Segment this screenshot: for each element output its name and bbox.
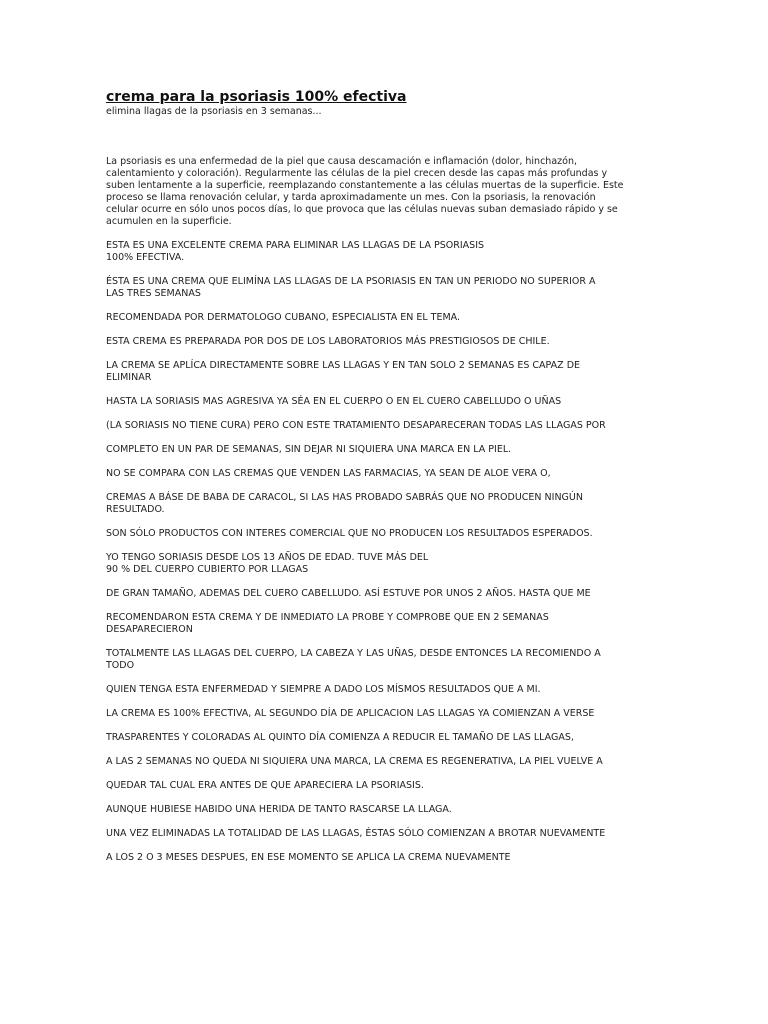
intro-line: La psoriasis es una enfermedad de la piel que causa descamación e inflamación (dolor, hinchazón,: [106, 156, 577, 167]
paragraph-line: ELIMINAR: [106, 372, 152, 383]
body-paragraph: [106, 420, 656, 432]
paragraph-line: YO TENGO SORIASIS DESDE LOS 13 AÑOS DE EDAD. TUVE MÁS DEL: [106, 552, 429, 563]
intro-line: celular ocurre en sólo unos pocos días, lo que provoca que las células nuevas suban demasiado rápido y se: [106, 204, 618, 215]
body-paragraph: [106, 492, 656, 516]
paragraph-line: TRASPARENTES Y COLORADAS AL QUINTO DÍA COMIENZA A REDUCIR EL TAMAÑO DE LAS LLAGAS,: [106, 732, 574, 743]
paragraph-line: TODO: [106, 660, 135, 671]
paragraph-line: ESTA ES UNA EXCELENTE CREMA PARA ELIMINAR LAS LLAGAS DE LA PSORIASIS: [106, 240, 485, 251]
document-subtitle: elimina llagas de la psoriasis en 3 semanas...: [106, 106, 322, 117]
body-paragraph: [106, 756, 656, 768]
body-paragraph: [106, 396, 656, 408]
paragraph-line: ÉSTA ES UNA CREMA QUE ELIMÍNA LAS LLAGAS DE LA PSORIASIS EN TAN UN PERIODO NO SUPERIOR A: [106, 276, 596, 287]
paragraph-line: ESTA CREMA ES PREPARADA POR DOS DE LOS LABORATORIOS MÁS PRESTIGIOSOS DE CHILE.: [106, 336, 550, 347]
body-paragraph: [106, 732, 656, 744]
paragraph-line: HASTA LA SORIASIS MAS AGRESIVA YA SÉA EN EL CUERPO O EN EL CUERO CABELLUDO O UÑAS: [106, 396, 562, 407]
body-paragraph: [106, 444, 656, 456]
body-paragraph: [106, 804, 656, 816]
paragraph-line: UNA VEZ ELIMINADAS LA TOTALIDAD DE LAS LLAGAS, ÉSTAS SÓLO COMIENZAN A BROTAR NUEVAMENTE: [106, 828, 606, 839]
paragraph-line: RESULTADO.: [106, 504, 165, 515]
paragraph-line: (LA SORIASIS NO TIENE CURA) PERO CON ESTE TRATAMIENTO DESAPARECERAN TODAS LAS LLAGAS POR: [106, 420, 606, 431]
body-paragraph: [106, 336, 656, 348]
intro-line: suben lentamente a la superficie, reemplazando constantemente a las células muertas de la superficie. Este: [106, 180, 624, 191]
intro-line: calentamiento y coloración). Regularmente las células de la piel crecen desde las capas más profundas y: [106, 168, 608, 179]
body-paragraph: [106, 828, 656, 840]
document-title: crema para la psoriasis 100% efectiva: [106, 89, 407, 105]
body-paragraph: [106, 588, 656, 600]
body-paragraphs: [106, 240, 656, 864]
body-paragraph: [106, 648, 656, 672]
paragraph-line: LAS TRES SEMANAS: [106, 288, 201, 299]
paragraph-line: QUEDAR TAL CUAL ERA ANTES DE QUE APARECIERA LA PSORIASIS.: [106, 780, 424, 791]
intro-line: proceso se llama renovación celular, y tarda aproximadamente un mes. Con la psoriasis, la renovación: [106, 192, 596, 203]
body-paragraph: [106, 552, 656, 576]
paragraph-line: RECOMENDADA POR DERMATOLOGO CUBANO, ESPECIALISTA EN EL TEMA.: [106, 312, 461, 323]
body-paragraph: [106, 612, 656, 636]
paragraph-line: TOTALMENTE LAS LLAGAS DEL CUERPO, LA CABEZA Y LAS UÑAS, DESDE ENTONCES LA RECOMIENDO A: [106, 648, 601, 659]
paragraph-line: CREMAS A BÁSE DE BABA DE CARACOL, SI LAS HAS PROBADO SABRÁS QUE NO PRODUCEN NINGÚN: [106, 492, 583, 503]
body-paragraph: [106, 528, 656, 540]
paragraph-line: COMPLETO EN UN PAR DE SEMANAS, SIN DEJAR NI SIQUIERA UNA MARCA EN LA PIEL.: [106, 444, 512, 455]
paragraph-line: LA CREMA SE APLÍCA DIRECTAMENTE SOBRE LAS LLAGAS Y EN TAN SOLO 2 SEMANAS ES CAPAZ DE: [106, 360, 581, 371]
body-paragraph: [106, 312, 656, 324]
body-paragraph: [106, 240, 656, 264]
paragraph-line: QUIEN TENGA ESTA ENFERMEDAD Y SIEMPRE A DADO LOS MÍSMOS RESULTADOS QUE A MI.: [106, 684, 541, 695]
body-paragraph: [106, 468, 656, 480]
document-page: [106, 89, 656, 864]
body-paragraph: [106, 708, 656, 720]
body-paragraph: [106, 684, 656, 696]
paragraph-line: DE GRAN TAMAÑO, ADEMAS DEL CUERO CABELLUDO. ASÍ ESTUVE POR UNOS 2 AÑOS. HASTA QUE ME: [106, 588, 591, 599]
paragraph-line: 100% EFECTIVA.: [106, 252, 185, 263]
paragraph-line: LA CREMA ES 100% EFECTIVA, AL SEGUNDO DÍA DE APLICACION LAS LLAGAS YA COMIENZAN A VERSE: [106, 708, 595, 719]
body-paragraph: [106, 852, 656, 864]
paragraph-line: 90 % DEL CUERPO CUBIERTO POR LLAGAS: [106, 564, 309, 575]
paragraph-line: RECOMENDARON ESTA CREMA Y DE INMEDIATO LA PROBE Y COMPROBE QUE EN 2 SEMANAS: [106, 612, 549, 623]
paragraph-line: A LOS 2 O 3 MESES DESPUES, EN ESE MOMENTO SE APLICA LA CREMA NUEVAMENTE: [106, 852, 511, 863]
body-paragraph: [106, 780, 656, 792]
body-paragraph: [106, 360, 656, 384]
paragraph-line: SON SÓLO PRODUCTOS CON INTERES COMERCIAL QUE NO PRODUCEN LOS RESULTADOS ESPERADOS.: [106, 528, 593, 539]
paragraph-line: A LAS 2 SEMANAS NO QUEDA NI SIQUIERA UNA MARCA, LA CREMA ES REGENERATIVA, LA PIEL VUELVE A: [106, 756, 603, 767]
paragraph-line: DESAPARECIERON: [106, 624, 193, 635]
paragraph-line: AUNQUE HUBIESE HABIDO UNA HERIDA DE TANTO RASCARSE LA LLAGA.: [106, 804, 452, 815]
body-paragraph: [106, 276, 656, 300]
intro-line: acumulen en la superficie.: [106, 216, 232, 227]
paragraph-line: NO SE COMPARA CON LAS CREMAS QUE VENDEN LAS FARMACIAS, YA SEAN DE ALOE VERA O,: [106, 468, 551, 479]
intro-paragraph: [106, 156, 656, 228]
